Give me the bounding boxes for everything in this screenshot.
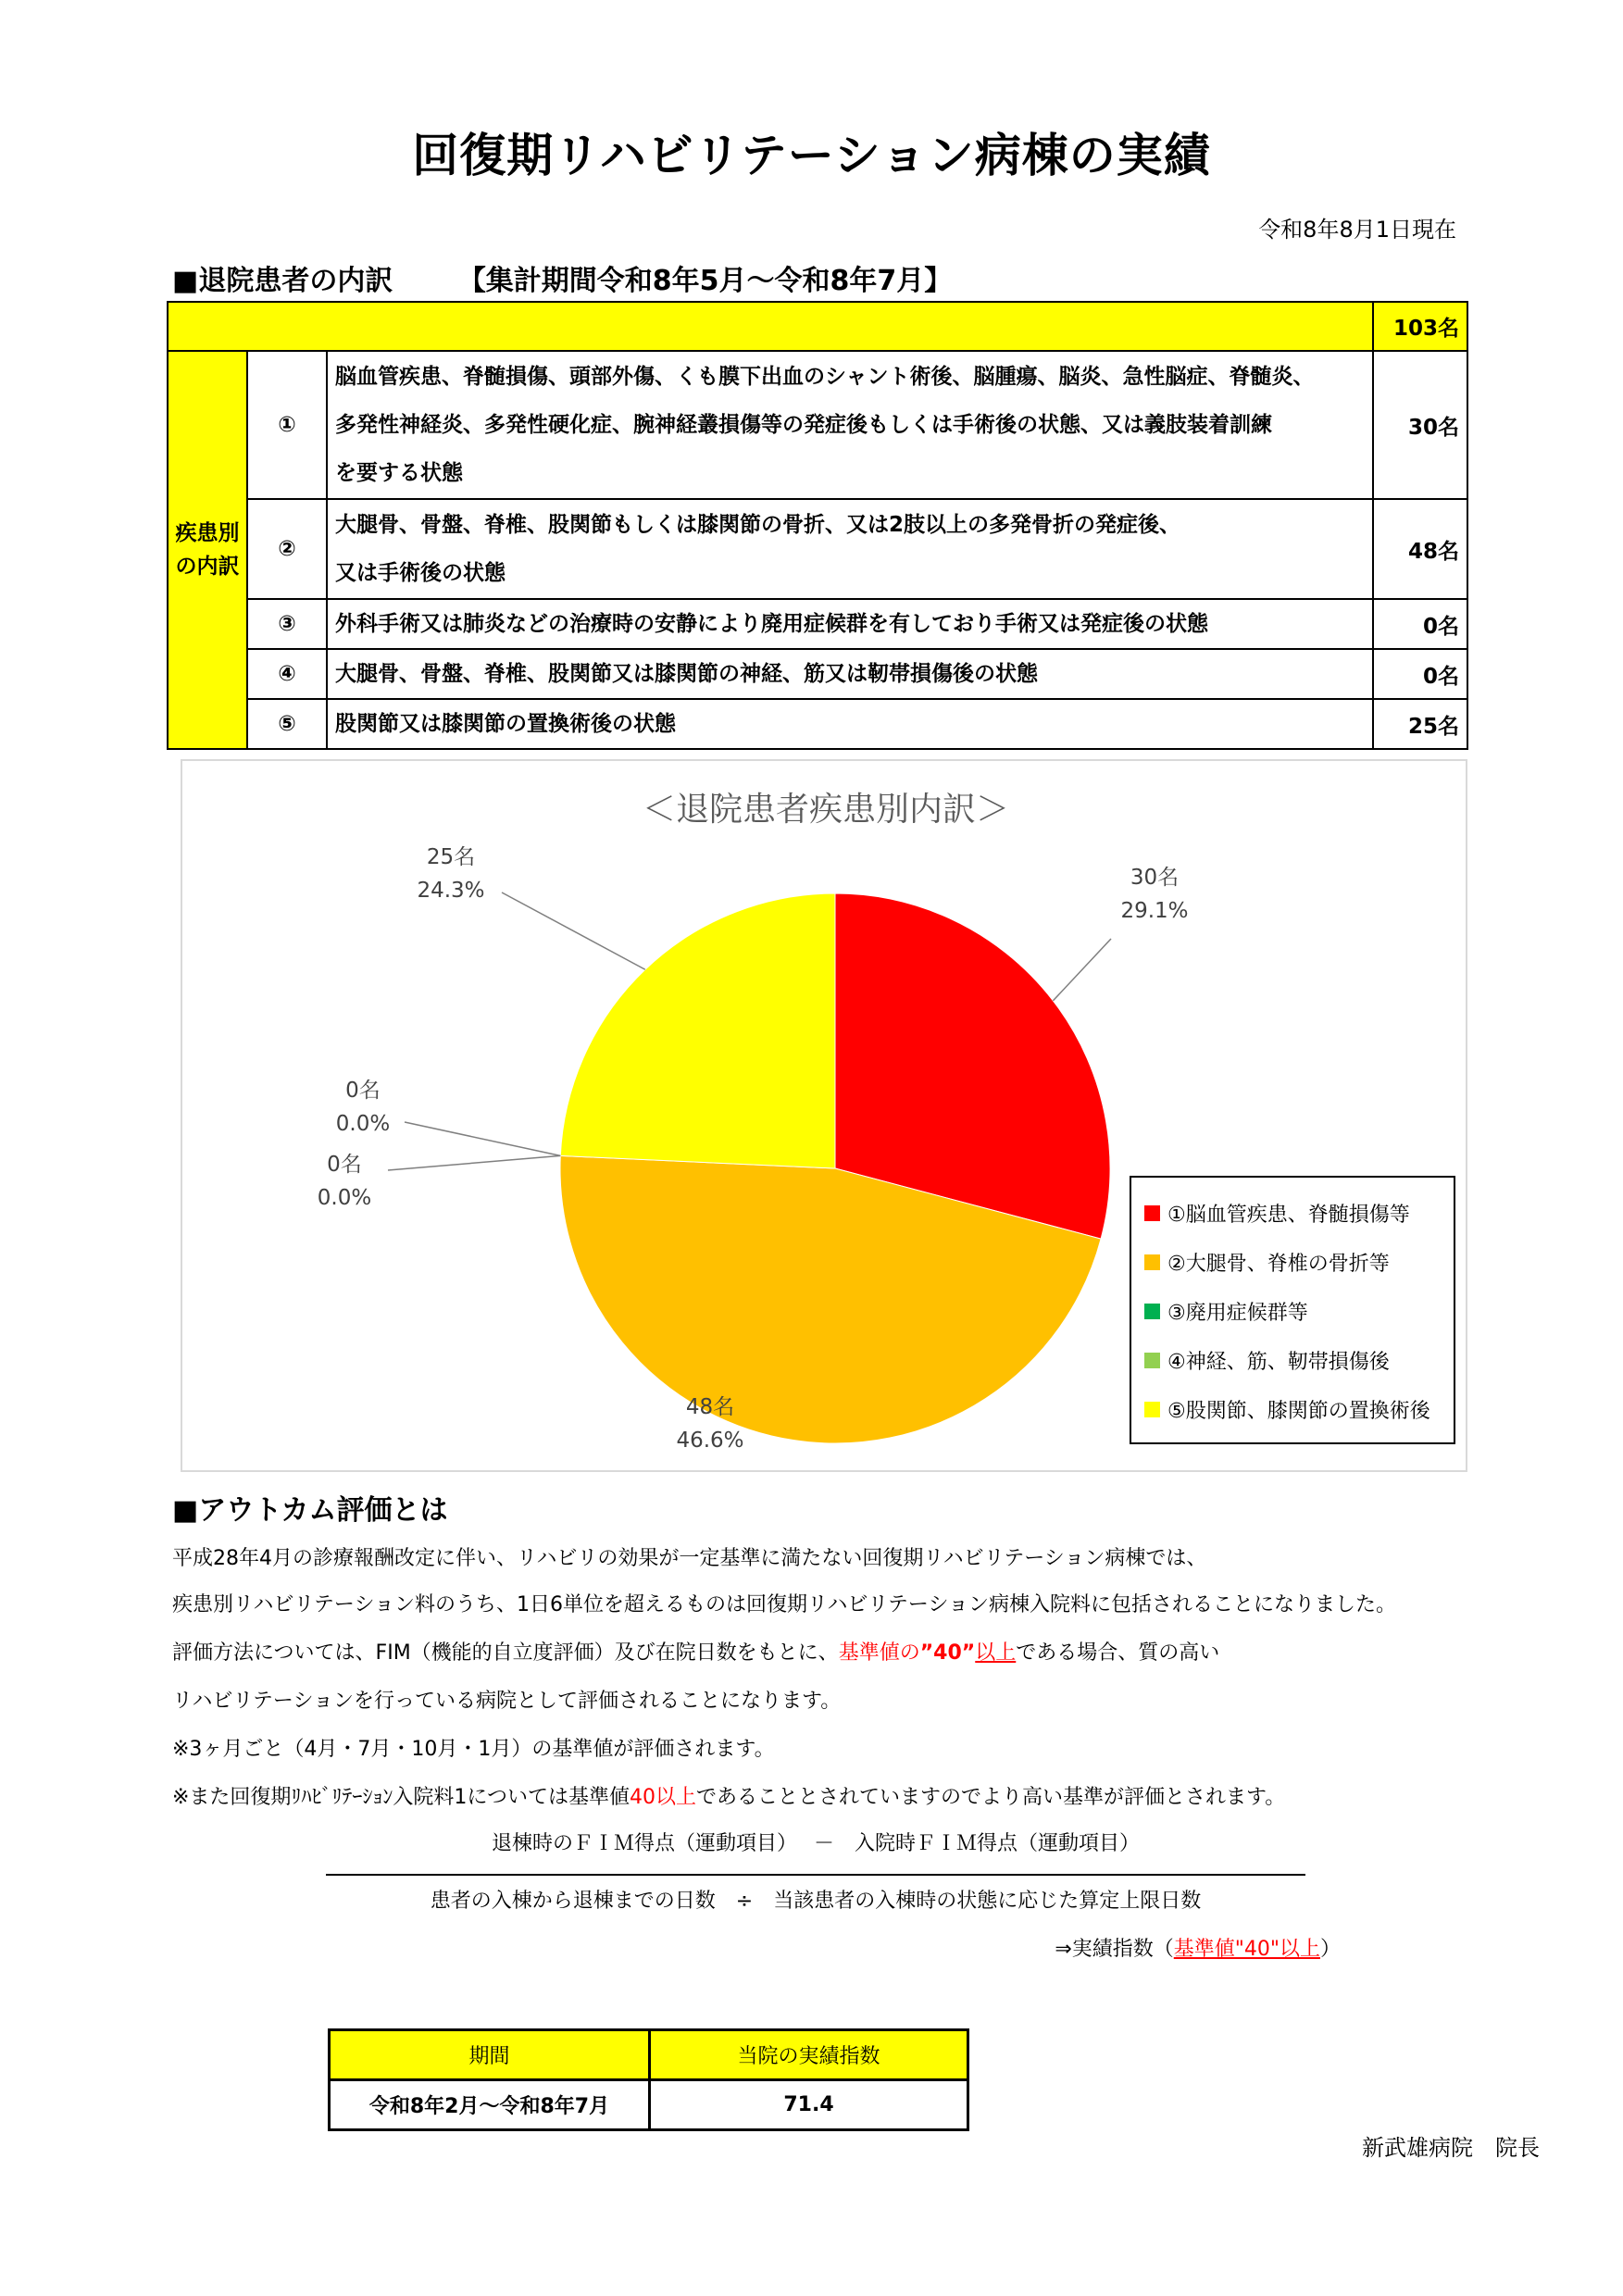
- row-count: 48名: [1373, 499, 1467, 599]
- header-period: 期間: [330, 2030, 650, 2080]
- highlight-value: ”40”: [919, 1641, 976, 1665]
- legend-item: [1144, 1287, 1454, 1336]
- legend-swatch: [1144, 1254, 1160, 1270]
- row-description: [327, 351, 1373, 499]
- total-row: [168, 302, 1467, 351]
- data-label-percent: 46.6%: [676, 1429, 744, 1453]
- category-label-line1: 疾患別: [175, 521, 240, 545]
- legend-label: ④神経、筋、靭帯損傷後: [1167, 1351, 1390, 1374]
- period-value: 令和8年2月～令和8年7月: [330, 2080, 650, 2130]
- data-label-count: 0名: [345, 1079, 381, 1103]
- data-label-percent: 0.0%: [335, 1112, 391, 1136]
- row-count: 0名: [1373, 599, 1467, 649]
- pie-chart-container: [181, 759, 1467, 1472]
- legend-swatch: [1144, 1353, 1160, 1368]
- fraction-line: [326, 1874, 1305, 1876]
- row-number: ②: [247, 499, 327, 599]
- description-line: 大腿骨、骨盤、脊椎、股関節もしくは膝関節の骨折、又は2肢以上の多発骨折の発症後、: [335, 513, 1181, 537]
- description-line: 多発性神経炎、多発性硬化症、腕神経叢損傷等の発症後もしくは手術後の状態、又は義肢装着訓練: [335, 413, 1272, 437]
- row-count: 30名: [1373, 351, 1467, 499]
- chart-title: ＜退院患者疾患別内訳＞: [642, 791, 1009, 829]
- legend-swatch: [1144, 1402, 1160, 1417]
- legend-item: [1144, 1385, 1454, 1434]
- data-label-count: 48名: [685, 1395, 735, 1419]
- chart-legend: [1130, 1176, 1455, 1444]
- aggregation-period: 【集計期間令和8年5月～令和8年7月】: [457, 265, 953, 297]
- performance-index-table: [328, 2028, 969, 2131]
- data-label-4: [298, 1148, 391, 1215]
- data-label-2: [664, 1391, 756, 1457]
- index-value: 71.4: [650, 2080, 968, 2130]
- legend-swatch: [1144, 1304, 1160, 1319]
- leader-line-3: [405, 1122, 560, 1155]
- data-label-count: 30名: [1130, 866, 1180, 890]
- highlight-text: 以上: [975, 1641, 1017, 1665]
- formula-numerator: 退棟時のＦＩＭ得点（運動項目） － 入院時ＦＩＭ得点（運動項目）: [492, 1832, 1140, 1855]
- highlight-text: 基準値の: [838, 1641, 920, 1665]
- discharge-section-label: ■退院患者の内訳: [172, 265, 393, 297]
- page-title: 回復期リハビリテーション病棟の実績: [412, 129, 1211, 182]
- legend-item: [1144, 1189, 1454, 1238]
- outcome-note-2: [172, 1781, 1285, 1810]
- pie-slice-5: [560, 893, 835, 1168]
- description-line: 又は手術後の状態: [335, 561, 506, 585]
- text-span: ⇒実績指数（: [1055, 1938, 1174, 1961]
- table-header-row: [330, 2030, 968, 2080]
- signature: 新武雄病院 院長: [1362, 2135, 1540, 2161]
- text-span: ※また回復期ﾘﾊﾋﾞﾘﾃｰｼｮﾝ入院料1については基準値: [172, 1786, 630, 1809]
- row-count: 25名: [1373, 699, 1467, 749]
- row-description: 股関節又は膝関節の置換術後の状態: [327, 699, 1373, 749]
- leader-line-4: [388, 1155, 560, 1170]
- table-row: [168, 599, 1467, 649]
- table-row: [330, 2080, 968, 2130]
- data-label-percent: 29.1%: [1120, 899, 1189, 923]
- row-number: ③: [247, 599, 327, 649]
- outcome-paragraph-4: リハビリテーションを行っている病院として評価されることになります。: [172, 1690, 842, 1713]
- legend-label: ③廃用症候群等: [1167, 1302, 1308, 1325]
- table-row: [168, 351, 1467, 499]
- report-date: 令和8年8月1日現在: [1258, 217, 1456, 243]
- row-description: 外科手術又は肺炎などの治療時の安静により廃用症候群を有しており手術又は発症後の状態: [327, 599, 1373, 649]
- row-description: 大腿骨、骨盤、脊椎、股関節又は膝関節の神経、筋又は靭帯損傷後の状態: [327, 649, 1373, 699]
- data-label-percent: 0.0%: [317, 1186, 372, 1210]
- outcome-note-1: ※3ヶ月ごと（4月・7月・10月・1月）の基準値が評価されます。: [172, 1738, 775, 1761]
- outcome-paragraph-1: 平成28年4月の診療報酬改定に伴い、リハビリの効果が一定基準に満たない回復期リハビリテーション病棟では、: [172, 1547, 1207, 1570]
- header-index: 当院の実績指数: [650, 2030, 968, 2080]
- legend-label: ②大腿骨、脊椎の骨折等: [1167, 1253, 1390, 1276]
- data-label-count: 0名: [327, 1153, 362, 1177]
- formula-result: [1055, 1933, 1341, 1962]
- outcome-section-heading: ■アウトカム評価とは: [172, 1494, 448, 1527]
- row-number: ④: [247, 649, 327, 699]
- text-span: であることとされていますのでより高い基準が評価とされます。: [696, 1786, 1286, 1809]
- table-row: [168, 499, 1467, 599]
- leader-line-5: [502, 892, 645, 969]
- leader-line-1: [1053, 939, 1111, 1001]
- category-label-line2: の内訳: [175, 555, 240, 579]
- highlight-text: 基準値"40"以上: [1173, 1938, 1320, 1961]
- data-label-1: [1108, 861, 1201, 928]
- total-label-cell: [168, 302, 1373, 351]
- category-cell: [168, 351, 247, 749]
- legend-item: [1144, 1336, 1454, 1385]
- description-line: 脳血管疾患、脊髄損傷、頭部外傷、くも膜下出血のシャント術後、脳腫瘍、脳炎、急性脳症、脊髄炎、: [335, 365, 1315, 389]
- row-count: 0名: [1373, 649, 1467, 699]
- legend-item: [1144, 1238, 1454, 1287]
- formula-denominator: 患者の入棟から退棟までの日数 ÷ 当該患者の入棟時の状態に応じた算定上限日数: [430, 1890, 1202, 1913]
- legend-label: ⑤股関節、膝関節の置換術後: [1167, 1400, 1430, 1423]
- data-label-percent: 24.3%: [417, 879, 485, 903]
- row-number: ⑤: [247, 699, 327, 749]
- table-row: [168, 699, 1467, 749]
- outcome-paragraph-3: [172, 1637, 1219, 1666]
- discharge-breakdown-table: [167, 301, 1468, 750]
- row-number: ①: [247, 351, 327, 499]
- outcome-paragraph-2: 疾患別リハビリテーション料のうち、1日6単位を超えるものは回復期リハビリテーション病棟入院料に包括されることになりました。: [172, 1593, 1397, 1616]
- data-label-5: [405, 841, 497, 907]
- text-span: ）: [1319, 1938, 1341, 1961]
- description-line: を要する状態: [335, 461, 463, 485]
- table-row: [168, 649, 1467, 699]
- data-label-3: [317, 1074, 409, 1141]
- data-label-count: 25名: [426, 845, 476, 869]
- highlight-text: 40以上: [630, 1786, 696, 1809]
- text-span: 評価方法については、FIM（機能的自立度評価）及び在院日数をもとに、: [172, 1641, 839, 1665]
- legend-swatch: [1144, 1205, 1160, 1221]
- row-description: [327, 499, 1373, 599]
- total-count: 103名: [1373, 302, 1467, 351]
- discharge-section-heading: [172, 257, 952, 298]
- text-span: である場合、質の高い: [1016, 1641, 1220, 1665]
- legend-label: ①脳血管疾患、脊髄損傷等: [1167, 1204, 1410, 1227]
